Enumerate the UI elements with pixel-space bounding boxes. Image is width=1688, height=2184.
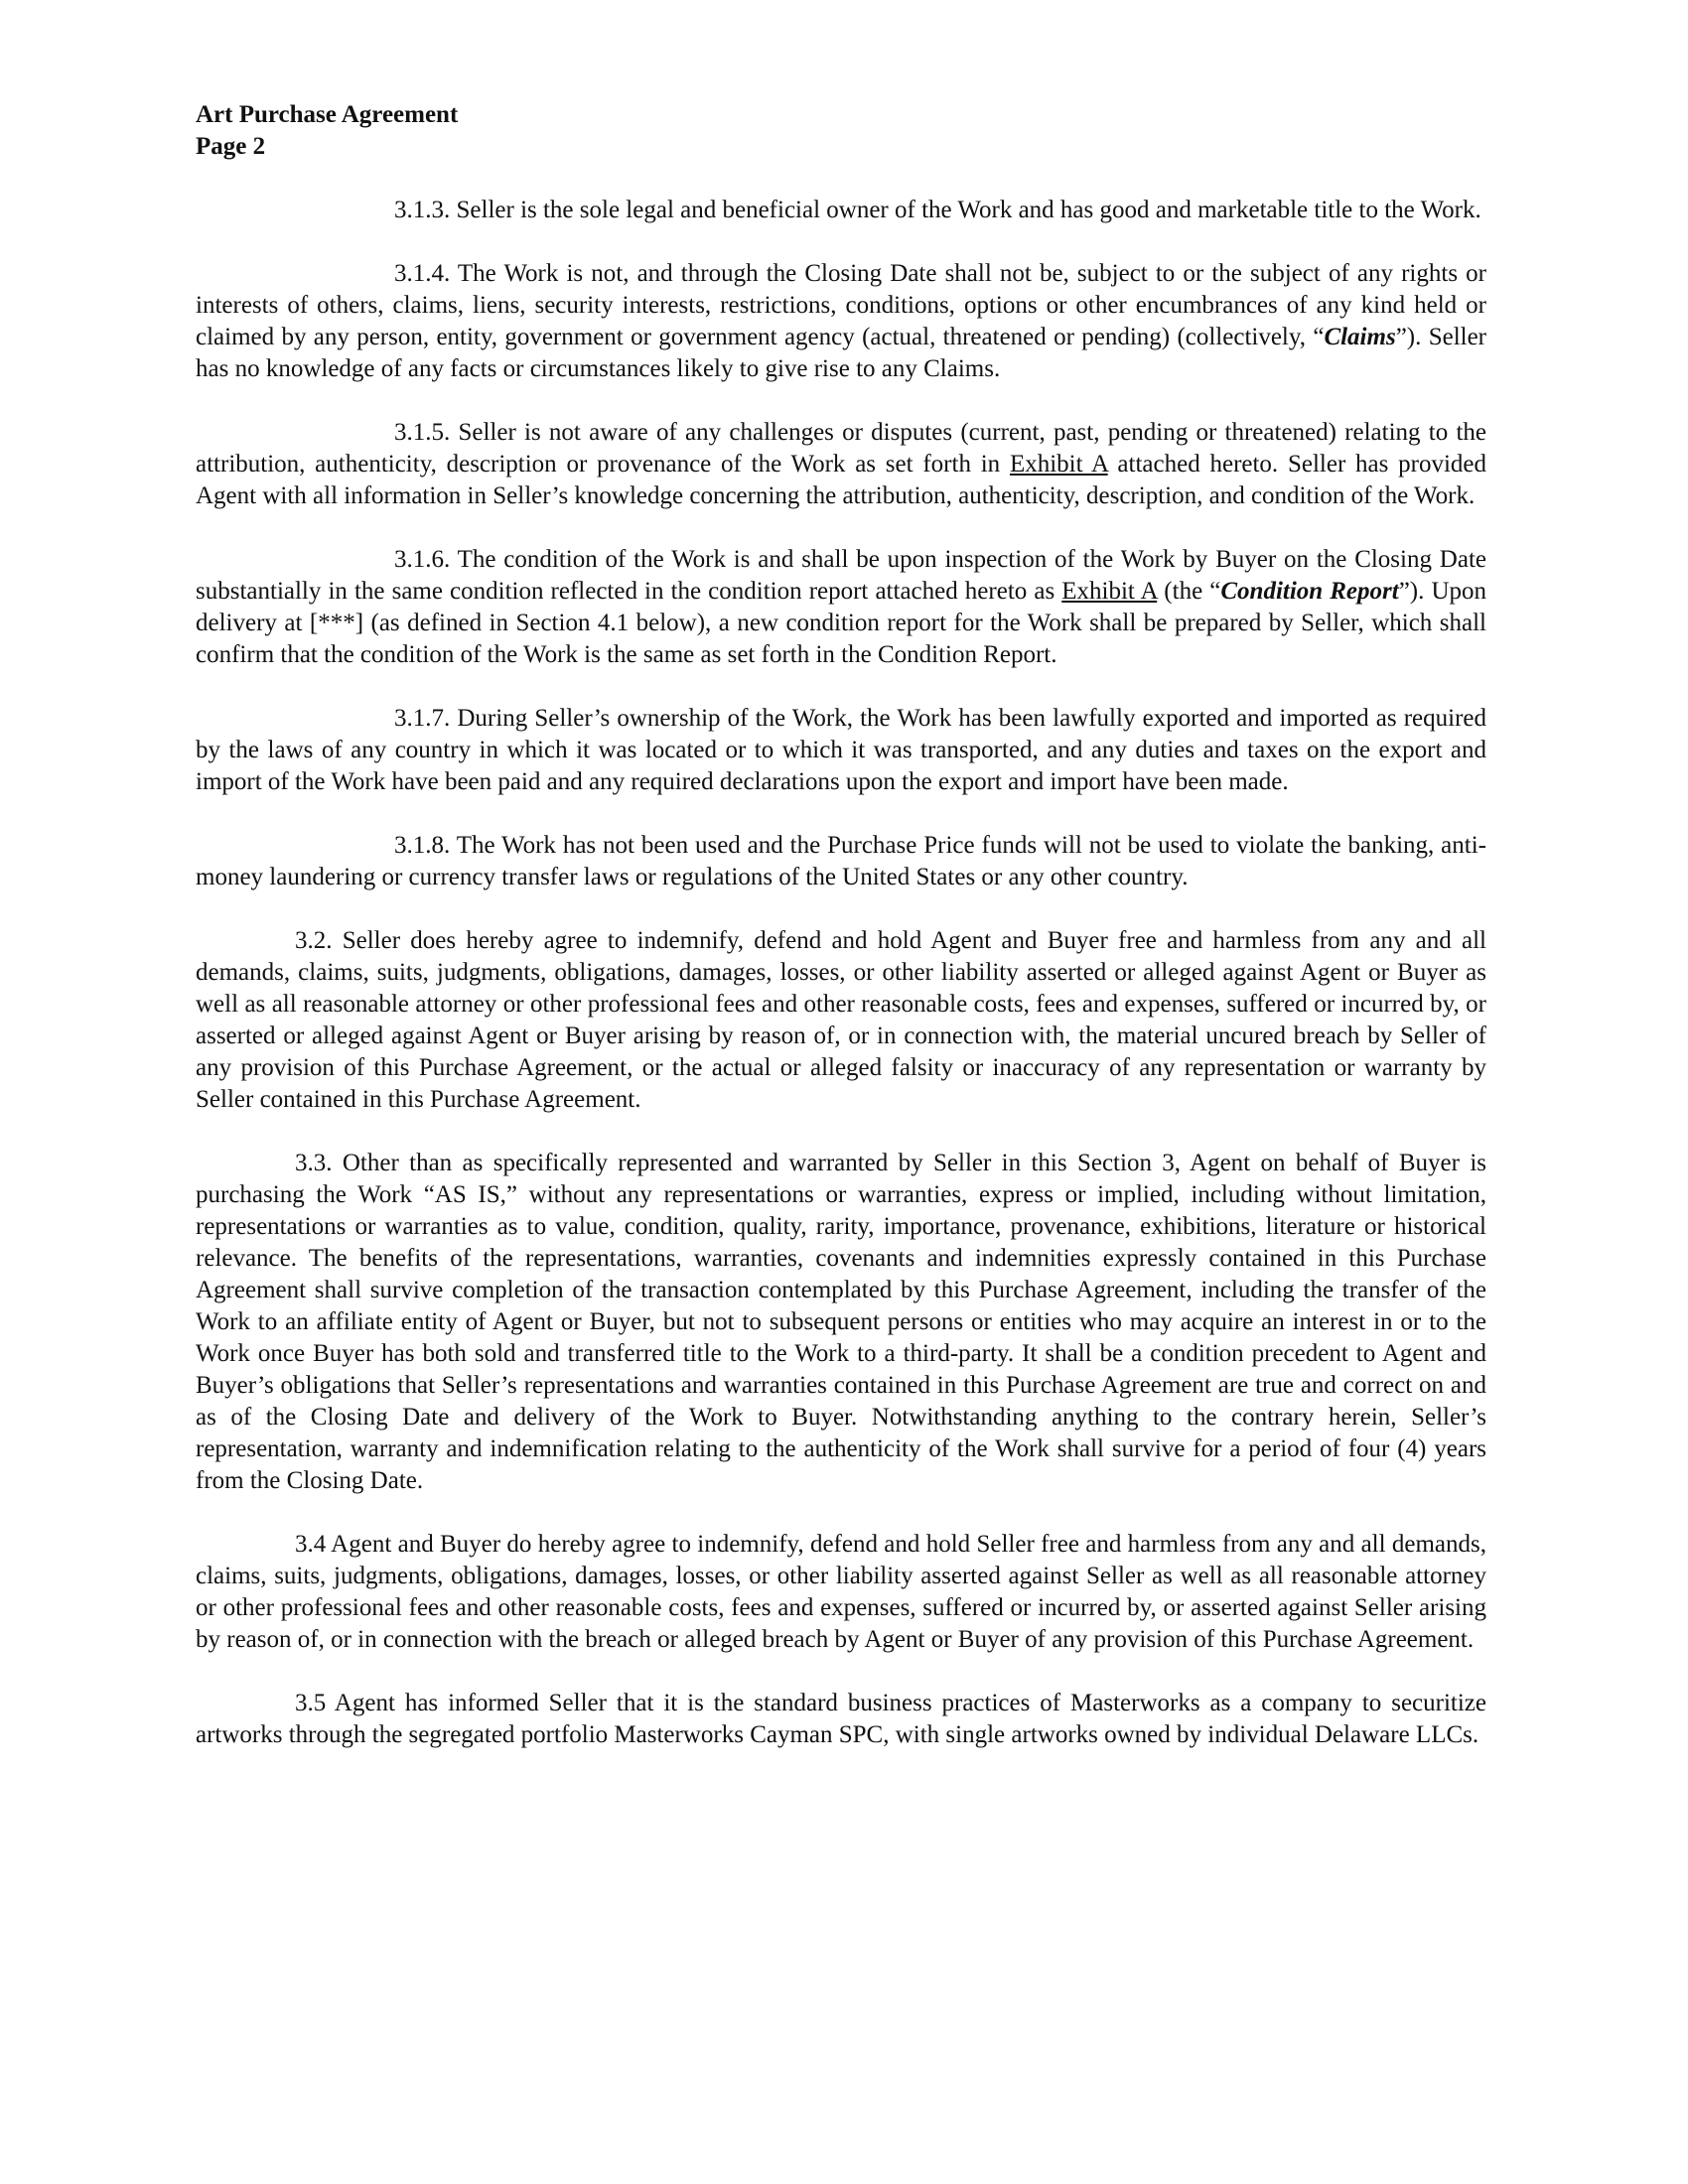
defined-term-claims: Claims: [1324, 324, 1396, 350]
section-3-1-7: 3.1.7. During Seller’s ownership of the Work, the Work has been lawfully exported and imported as required by the laws of any country in which it was located or to which it was transported, and any duties and taxes on the export and import of the Work have been paid and any required declarations upon the export and import have been made.: [196, 705, 1486, 795]
section-3-1-4-text-a: 3.1.4. The Work is not, and through the Closing Date shall not be, subject to or the subject of any rights or interests of others, claims, liens, security interests, restrictions, conditions, options or other encumbrances of any kind held or claimed by any person, entity, government or government agency (actual, threatened or pending) (collectively, “: [196, 260, 1486, 350]
defined-term-condition-report: Condition Report: [1220, 578, 1399, 605]
document-title: Art Purchase Agreement: [196, 101, 459, 128]
section-3-1-6-text-a: 3.1.6. The condition of the Work is and shall be upon inspection of the Work by Buyer on the Closing Date substantially in the same condition reflected in the condition report attached hereto as: [196, 546, 1486, 605]
section-3-1-6-text-c: ”). Upon delivery at [***] (as defined in Section 4.1 below), a new condition report for the Work shall be prepared by Seller, which shall confirm that the condition of the Work is the same as set forth in the Condition Report.: [196, 578, 1487, 668]
exhibit-a-reference: Exhibit A: [1061, 578, 1158, 605]
exhibit-a-reference: Exhibit A: [1009, 451, 1108, 478]
section-3-1-8: 3.1.8. The Work has not been used and the Purchase Price funds will not be used to violate the banking, anti-money laundering or currency transfer laws or regulations of the United States or any other country.: [196, 832, 1486, 890]
section-3-1-5-text-a: 3.1.5. Seller is not aware of any challenges or disputes (current, past, pending or threatened) relating to the attribution, authenticity, description or provenance of the Work as set forth in: [196, 419, 1486, 478]
section-3-1-4-text-b: ”). Seller has no knowledge of any facts or circumstances likely to give rise to any Claims.: [196, 324, 1487, 382]
section-3-4: 3.4 Agent and Buyer do hereby agree to indemnify, defend and hold Seller free and harmless from any and all demands, claims, suits, judgments, obligations, damages, losses, or other liability asserted against Seller as well as all reasonable attorney or other professional fees and other reasonable costs, fees and expenses, suffered or incurred by, or asserted against Seller arising by reason of, or in connection with the breach or alleged breach by Agent or Buyer of any provision of this Purchase Agreement.: [196, 1531, 1486, 1653]
section-3-1-3: 3.1.3. Seller is the sole legal and beneficial owner of the Work and has good and marketable title to the Work.: [394, 197, 1481, 223]
section-3-1-6-text-b: (the “: [1157, 578, 1221, 605]
document-page: [196, 99, 1486, 1751]
section-3-3: 3.3. Other than as specifically represented and warranted by Seller in this Section 3, Agent on behalf of Buyer is purchasing the Work “AS IS,” without any representations or warranties, express or implied, including without limitation, representations or warranties as to value, condition, quality, rarity, importance, provenance, exhibitions, literature or historical relevance. The benefits of the representations, warranties, covenants and indemnities expressly contained in this Purchase Agreement shall survive completion of the transaction contemplated by this Purchase Agreement, including the transfer of the Work to an affiliate entity of Agent or Buyer, but not to subsequent persons or entities who may acquire an interest in or to the Work once Buyer has both sold and transferred title to the Work to a third-party. It shall be a condition precedent to Agent and Buyer’s obligations that Seller’s representations and warranties contained in this Purchase Agreement are true and correct on and as of the Closing Date and delivery of the Work to Buyer. Notwithstanding anything to the contrary herein, Seller’s representation, warranty and indemnification relating to the authenticity of the Work shall survive for a period of four (4) years from the Closing Date.: [196, 1150, 1486, 1494]
page-number: Page 2: [196, 133, 266, 160]
section-3-1-5-text-b: attached hereto. Seller has provided Agent with all information in Seller’s knowledge concerning the attribution, authenticity, description, and condition of the Work.: [196, 451, 1487, 509]
section-3-1-6: [196, 544, 1486, 671]
section-3-1-5: [196, 417, 1486, 512]
section-3-2: 3.2. Seller does hereby agree to indemnify, defend and hold Agent and Buyer free and harmless from any and all demands, claims, suits, judgments, obligations, damages, losses, or other liability asserted or alleged against Agent or Buyer as well as all reasonable attorney or other professional fees and other reasonable costs, fees and expenses, suffered or incurred by, or asserted or alleged against Agent or Buyer arising by reason of, or in connection with, the material uncured breach by Seller of any provision of this Purchase Agreement, or the actual or alleged falsity or inaccuracy of any representation or warranty by Seller contained in this Purchase Agreement.: [196, 927, 1486, 1113]
section-3-1-4: [196, 258, 1486, 385]
section-3-5: 3.5 Agent has informed Seller that it is the standard business practices of Masterworks as a company to securitize artworks through the segregated portfolio Masterworks Cayman SPC, with single artworks owned by individual Delaware LLCs.: [196, 1690, 1486, 1748]
